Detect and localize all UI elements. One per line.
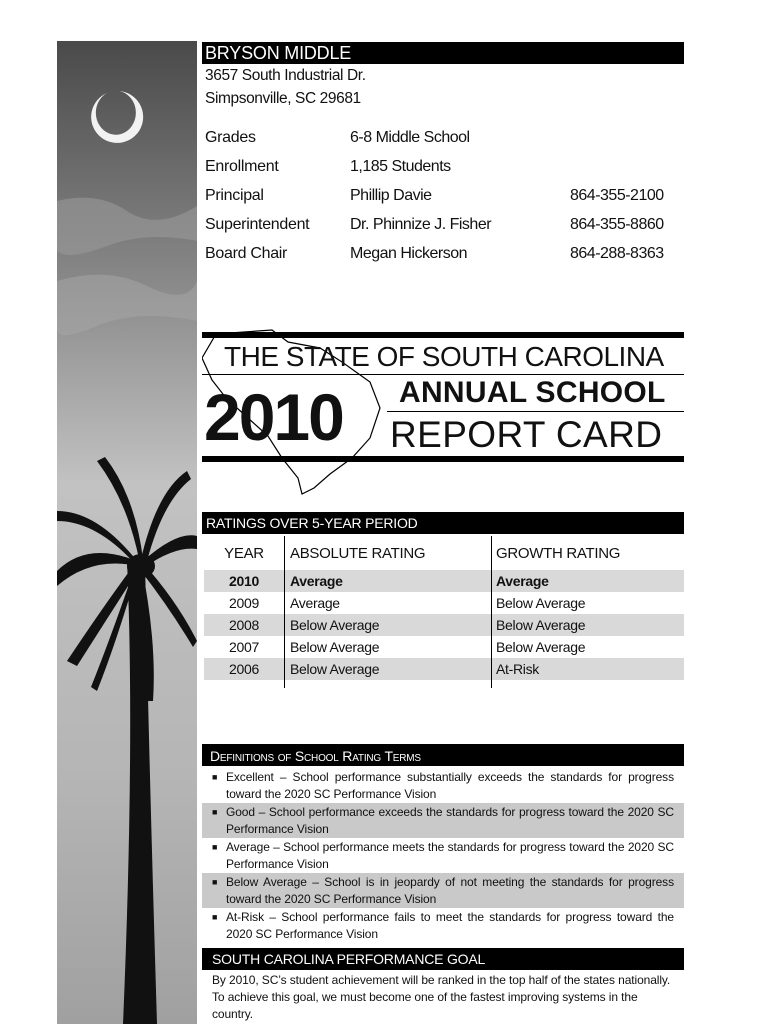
col-year: YEAR: [224, 544, 264, 562]
fact-label: Enrollment: [205, 158, 279, 175]
report-card-content: [202, 42, 684, 1021]
fact-label: Board Chair: [205, 245, 288, 262]
fact-label: Grades: [205, 129, 256, 146]
cell-absolute: Below Average: [285, 658, 492, 680]
definition-text: Excellent – School performance substantially exceeds the standards for progress toward the 2020 SC Performance Vision: [226, 770, 674, 801]
bullet-icon: ■: [212, 912, 218, 922]
fact-row-grades: [205, 128, 683, 157]
state-title: THE STATE OF SOUTH CAROLINA: [224, 341, 664, 372]
definition-text: Good – School performance exceeds the standards for progress toward the 2020 SC Performance Vision: [226, 805, 674, 836]
definition-text: Average – School performance meets the standards for progress toward the 2020 SC Performance Vision: [226, 840, 674, 871]
address-line-2: Simpsonville, SC 29681: [205, 90, 361, 107]
cell-absolute: Average: [285, 592, 492, 614]
definitions-list: [202, 768, 684, 943]
cell-absolute: Below Average: [285, 614, 492, 636]
fact-value: Dr. Phinnize J. Fisher: [350, 216, 492, 233]
address-line-1: 3657 South Industrial Dr.: [205, 67, 366, 84]
fact-row-principal: [205, 186, 683, 215]
col-growth: GROWTH RATING: [492, 536, 685, 570]
fact-value: Megan Hickerson: [350, 245, 467, 262]
list-item: [202, 873, 684, 908]
table-row: [204, 658, 684, 680]
performance-goal-text: By 2010, SC’s student achievement will be ranked in the top half of the states nationally. To achieve this goal, we must become one of the fastest improving systems in the country.: [212, 973, 671, 1021]
cell-year: 2009: [229, 595, 259, 611]
cell-absolute: Below Average: [285, 636, 492, 658]
cell-year: 2008: [204, 614, 285, 636]
bullet-icon: ■: [212, 807, 218, 817]
fact-row-board-chair: [205, 244, 683, 273]
palmetto-moon-illustration: [57, 41, 197, 1024]
col-absolute: ABSOLUTE RATING: [285, 536, 492, 570]
list-item: [202, 908, 684, 943]
bullet-icon: ■: [212, 772, 218, 782]
cell-year: 2006: [204, 658, 285, 680]
table-row: [204, 592, 684, 614]
cell-growth: Below Average: [492, 614, 685, 636]
school-name: BRYSON MIDDLE: [202, 42, 684, 64]
cell-year: 2010: [204, 570, 285, 592]
table-row: [204, 614, 684, 636]
fact-row-enrollment: [205, 157, 683, 186]
fact-phone: 864-355-2100: [570, 187, 664, 204]
ratings-heading: RATINGS OVER 5-YEAR PERIOD: [202, 512, 684, 534]
definition-text: Below Average – School is in jeopardy of not meeting the standards for progress toward the 2020 SC Performance Vision: [226, 875, 674, 906]
list-item: [202, 768, 684, 803]
logo-bottom-rule: [202, 456, 684, 462]
cell-absolute: Average: [285, 570, 492, 592]
sidebar-photo: [57, 41, 197, 1024]
report-year: 2010: [204, 380, 343, 454]
ratings-header-row: [204, 536, 684, 570]
fact-value: Phillip Davie: [350, 187, 432, 204]
fact-value: 6-8 Middle School: [350, 129, 470, 146]
fact-label: Principal: [205, 187, 264, 204]
performance-goal-heading: SOUTH CAROLINA PERFORMANCE GOAL: [202, 948, 684, 970]
logo-mid-rule-1: [202, 374, 684, 375]
logo-mid-rule-2: [387, 411, 684, 412]
definition-text: At-Risk – School performance fails to meet the standards for progress toward the 2020 SC Performance Vision: [226, 910, 674, 941]
list-item: [202, 803, 684, 838]
table-row: [204, 636, 684, 658]
ratings-table: [204, 536, 684, 688]
table-spacer-row: [204, 680, 684, 688]
school-facts: [205, 128, 683, 273]
annual-school-heading: ANNUAL SCHOOL: [399, 376, 666, 409]
fact-label: Superintendent: [205, 216, 310, 233]
cell-growth: Below Average: [492, 636, 685, 658]
list-item: [202, 838, 684, 873]
table-row: [204, 570, 684, 592]
fact-phone: 864-288-8363: [570, 245, 664, 262]
cell-year: 2007: [229, 639, 259, 655]
cell-growth: Below Average: [492, 592, 685, 614]
fact-phone: 864-355-8860: [570, 216, 664, 233]
bullet-icon: ■: [212, 877, 218, 887]
fact-row-superintendent: [205, 215, 683, 244]
definitions-heading: Definitions of School Rating Terms: [202, 744, 684, 766]
report-card-heading: REPORT CARD: [390, 414, 663, 455]
cell-growth: At-Risk: [492, 658, 685, 680]
fact-value: 1,185 Students: [350, 158, 451, 175]
cell-growth: Average: [492, 570, 685, 592]
bullet-icon: ■: [212, 842, 218, 852]
